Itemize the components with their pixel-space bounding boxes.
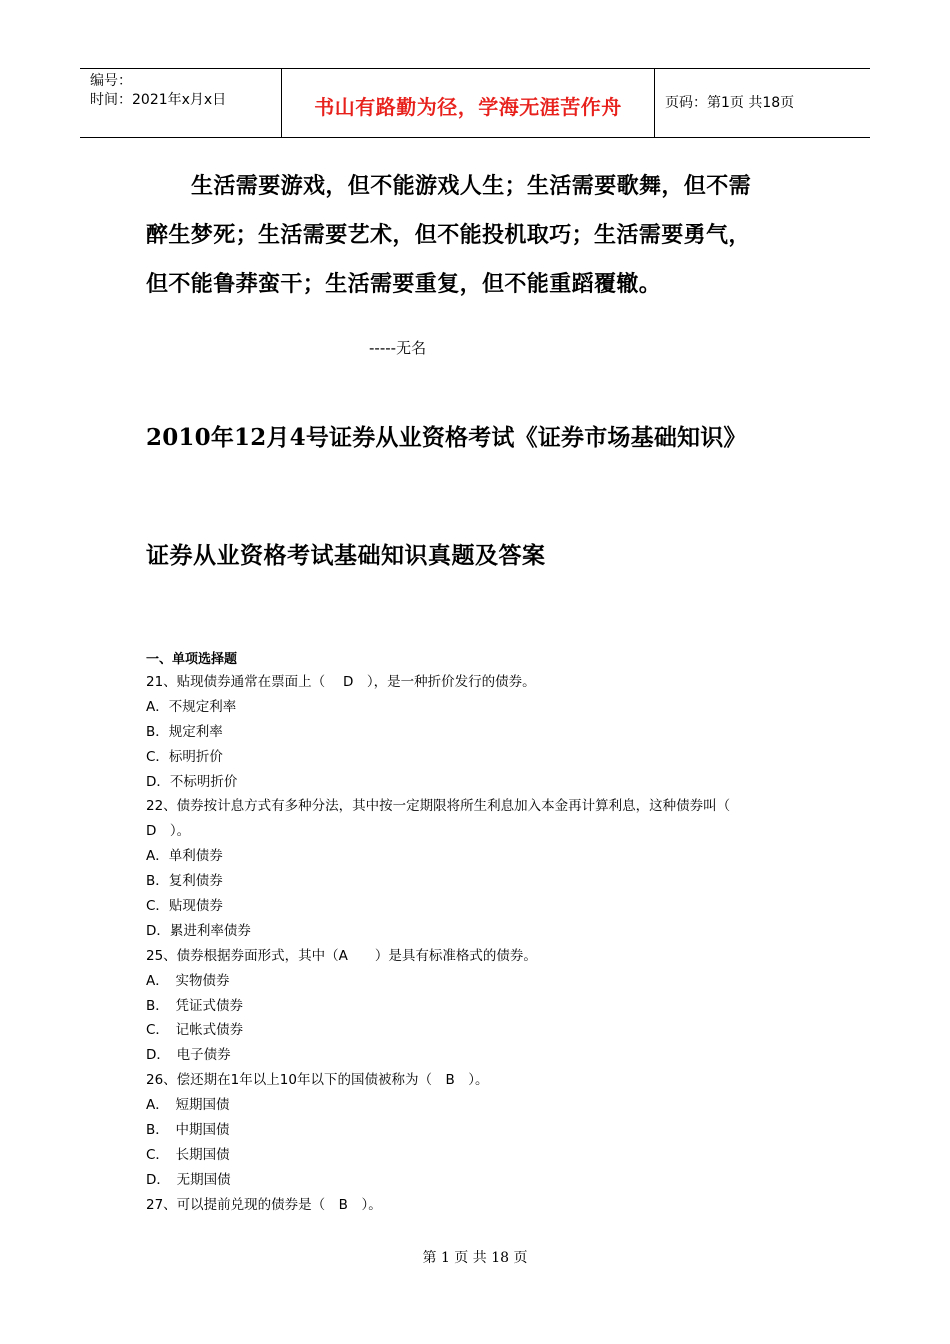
quote-line: 但不能鲁莽蛮干；生活需要重复，但不能重蹈覆辙。 xyxy=(146,271,662,297)
question-option: D． 无期国债 xyxy=(146,1171,231,1188)
question-option: C．标明折价 xyxy=(146,748,223,765)
question-stem: 27、可以提前兑现的债券是（ B ）。 xyxy=(146,1196,382,1213)
section-heading: 一、单项选择题 xyxy=(146,652,238,667)
question-option: D． 电子债券 xyxy=(146,1047,231,1064)
question-stem: 21、贴现债券通常在票面上（ D ），是一种折价发行的债券。 xyxy=(146,674,536,690)
header-motto-cell xyxy=(282,69,655,137)
document-title: 2010年12月4号证券从业资格考试《证券市场基础知识》 xyxy=(146,424,747,451)
question-list xyxy=(146,650,826,1218)
page-header xyxy=(80,68,870,138)
page-number-label: 页码：第1页 共18页 xyxy=(665,95,795,111)
question-option: C． 长期国债 xyxy=(146,1146,230,1163)
question-option: A． 短期国债 xyxy=(146,1097,230,1114)
header-info-cell xyxy=(80,69,282,137)
question-option: C． 记帐式债券 xyxy=(146,1022,244,1039)
question-option: D．累进利率债券 xyxy=(146,922,251,939)
question-option: B．复利债券 xyxy=(146,873,223,890)
question-option: B． 凭证式债券 xyxy=(146,997,244,1014)
motto: 书山有路勤为径，学海无涯苦作舟 xyxy=(314,95,622,119)
document-time-label: 时间：2021年x月x日 xyxy=(90,92,227,108)
document-subtitle: 证券从业资格考试基础知识真题及答案 xyxy=(146,542,546,569)
page-footer: 第 1 页 共 18 页 xyxy=(422,1250,528,1266)
document-number-label: 编号： xyxy=(90,73,132,89)
quote-line: 生活需要游戏，但不能游戏人生；生活需要歌舞，但不需 xyxy=(191,173,752,199)
question-option: A． 实物债券 xyxy=(146,972,230,989)
quote-author: -----无名 xyxy=(369,339,427,357)
header-page-cell xyxy=(655,69,870,137)
question-stem: 25、债券根据券面形式，其中（A ）是具有标准格式的债券。 xyxy=(146,947,537,964)
question-stem: 26、偿还期在1年以上10年以下的国债被称为（ B ）。 xyxy=(146,1072,489,1089)
question-option: D．不标明折价 xyxy=(146,773,238,790)
quote-line: 醉生梦死；生活需要艺术，但不能投机取巧；生活需要勇气， xyxy=(146,222,751,248)
question-option: B．规定利率 xyxy=(146,723,223,740)
quote-block xyxy=(146,162,806,309)
question-option: C．贴现债券 xyxy=(146,898,223,915)
question-stem: 22、债券按计息方式有多种分法，其中按一定期限将所生利息加入本金再计算利息，这种债券叫（ xyxy=(146,798,731,815)
question-option: A．不规定利率 xyxy=(146,698,237,715)
question-option: B． 中期国债 xyxy=(146,1122,230,1139)
question-stem-continued: D ）。 xyxy=(146,823,191,840)
question-option: A．单利债券 xyxy=(146,848,223,865)
